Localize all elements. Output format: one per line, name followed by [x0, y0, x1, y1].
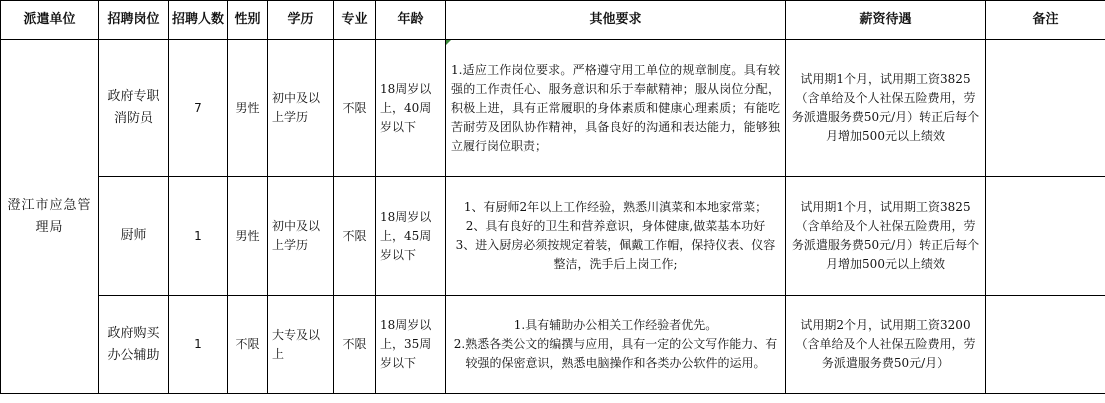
- requirements-cell: [446, 296, 786, 394]
- table-body: [1, 40, 1105, 394]
- header-gender: 性别: [228, 1, 268, 40]
- education-cell: 初中及以上学历: [268, 177, 334, 296]
- header-count: 招聘人数: [169, 1, 228, 40]
- requirement-line: 2.熟悉各类公文的编撰与应用，具有一定的公文写作能力、有较强的保密意识，熟悉电脑操作和各类办公软件的运用。: [453, 337, 778, 370]
- salary-cell: 试用期1个月，试用期工资3825（含单给及个人社保五险费用，劳务派遣服务费50元/月）转正后每个月增加500元以上绩效: [786, 177, 986, 296]
- count-cell: 1: [169, 296, 228, 394]
- age-cell: 18周岁以上，45周岁以下: [376, 177, 446, 296]
- header-position: 招聘岗位: [99, 1, 169, 40]
- gender-cell: 男性: [228, 177, 268, 296]
- header-major: 专业: [334, 1, 376, 40]
- cell-comment-marker: [446, 40, 451, 45]
- table-row: [1, 296, 1105, 394]
- requirement-line: 1、有厨师2年以上工作经验，熟悉川滇菜和本地家常菜；: [463, 200, 768, 214]
- major-cell: 不限: [334, 296, 376, 394]
- salary-cell: 试用期1个月，试用期工资3825（含单给及个人社保五险费用，劳务派遣服务费50元/月）转正后每个月增加500元以上绩效: [786, 40, 986, 177]
- requirements-cell: [446, 40, 786, 177]
- gender-cell: 男性: [228, 40, 268, 177]
- remarks-cell: [986, 40, 1105, 177]
- requirements-text: 1.适应工作岗位要求。严格遵守用工单位的规章制度。具有较强的工作责任心、服务意识和乐于奉献精神；服从岗位分配，积极上进，具有正常履职的身体素质和健康心理素质；有能吃苦耐劳及团队协作精神，具备良好的沟通和表达能力，能够独立履行岗位职责；: [451, 62, 780, 153]
- requirement-line: 1.具有辅助办公相关工作经验者优先。: [513, 318, 718, 332]
- age-cell: 18周岁以上，35周岁以下: [376, 296, 446, 394]
- requirement-line: 3、进入厨房必须按规定着装，佩戴工作帽，保持仪表、仪容整洁，洗手后上岗工作;: [455, 238, 776, 271]
- table-row: [1, 40, 1105, 177]
- header-requirements: 其他要求: [446, 1, 786, 40]
- table-header: [1, 1, 1105, 40]
- remarks-cell: [986, 177, 1105, 296]
- requirement-line: 2、具有良好的卫生和营养意识，身体健康,做菜基本功好: [465, 219, 766, 233]
- gender-cell: 不限: [228, 296, 268, 394]
- header-salary: 薪资待遇: [786, 1, 986, 40]
- requirements-cell: [446, 177, 786, 296]
- table-row: [1, 177, 1105, 296]
- count-cell: 1: [169, 177, 228, 296]
- header-age: 年龄: [376, 1, 446, 40]
- major-cell: 不限: [334, 177, 376, 296]
- remarks-cell: [986, 296, 1105, 394]
- education-cell: 初中及以上学历: [268, 40, 334, 177]
- header-row: [1, 1, 1105, 40]
- major-cell: 不限: [334, 40, 376, 177]
- header-remarks: 备注: [986, 1, 1105, 40]
- education-cell: 大专及以上: [268, 296, 334, 394]
- position-cell: 政府购买办公辅助: [99, 296, 169, 394]
- count-cell: 7: [169, 40, 228, 177]
- header-education: 学历: [268, 1, 334, 40]
- age-cell: 18周岁以上，40周岁以下: [376, 40, 446, 177]
- salary-cell: 试用期2个月，试用期工资3200（含单给及个人社保五险费用，劳务派遣服务费50元/月）: [786, 296, 986, 394]
- position-cell: 厨师: [99, 177, 169, 296]
- department-cell: 澄江市应急管理局: [1, 40, 99, 394]
- header-unit: 派遣单位: [1, 1, 99, 40]
- position-cell: 政府专职消防员: [99, 40, 169, 177]
